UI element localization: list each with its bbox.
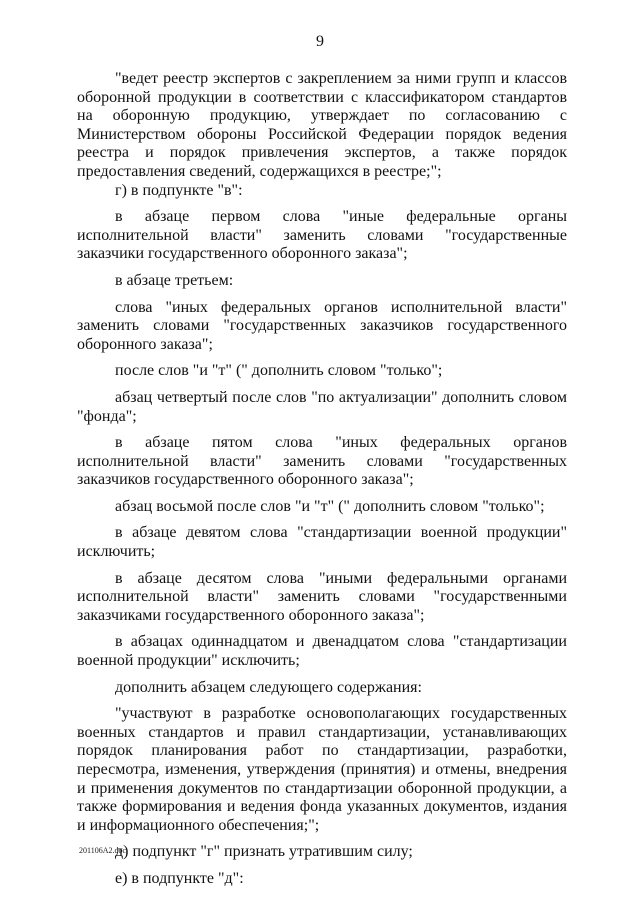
paragraph: "ведет реестр экспертов с закреплением за ними групп и классов оборонной продукции в соответствии с классификатором стандартов на оборонную продукцию, утверждает по согласованию с Министерством обороны Российской Федерации порядок ведения реестра и порядок привлечения экспертов, а также порядок предоставления сведений, содержащихся в реестре;"; [77, 70, 567, 180]
paragraph: в абзаце третьем: [115, 271, 234, 289]
paragraph: е) в подпункте "д": [115, 869, 244, 887]
footer-filename: 201106A2.doc [79, 846, 127, 855]
paragraph: в абзаце девятом слова "стандартизации военной продукции" исключить; [77, 524, 567, 561]
paragraph: абзац восьмой после слов "и "т" (" дополнить словом "только"; [115, 497, 545, 515]
paragraph: дополнить абзацем следующего содержания: [115, 678, 422, 696]
paragraph: после слов "и "т" (" дополнить словом "только"; [115, 362, 443, 380]
paragraph: в абзаце первом слова "иные федеральные органы исполнительной власти" заменить словами "государственные заказчики государственного оборонного заказа"; [77, 208, 567, 263]
quoted-paragraph: "участвуют в разработке основополагающих государственных военных стандартов и правил стандартизации, устанавливающих порядок планирования работ по стандартизации, разработки, пересмотра, изменения, утверждения (принятия) и отмены, внедрения и применения документов по стандартизации оборонной продукции, а также формирования и ведения фонда указанных документов, издания и информационного обеспечения;"; [77, 705, 567, 834]
paragraph: г) в подпункте "в": [115, 181, 243, 199]
paragraph: слова "иных федеральных органов исполнительной власти" заменить словами "государственных заказчиков государственного оборонного заказа"; [77, 298, 567, 353]
document-body [77, 70, 567, 889]
paragraph: в абзаце пятом слова "иных федеральных органов исполнительной власти" заменить словами "государственных заказчиков государственного оборонного заказа"; [77, 434, 567, 489]
paragraph: в абзаце десятом слова "иными федеральными органами исполнительной власти" заменить словами "государственными заказчиками государственного оборонного заказа"; [77, 569, 567, 624]
paragraph: д) подпункт "г" признать утратившим силу; [115, 843, 413, 861]
page-number: 9 [316, 33, 324, 50]
paragraph: абзац четвертый после слов "по актуализации" дополнить словом "фонда"; [77, 388, 567, 425]
paragraph: в абзацах одиннадцатом и двенадцатом слова "стандартизации военной продукции" исключить; [77, 633, 567, 670]
